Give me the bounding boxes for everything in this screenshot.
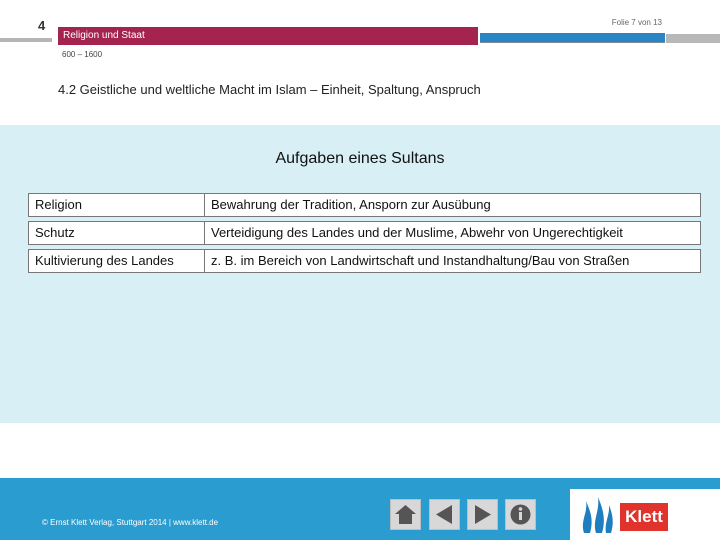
home-button[interactable] xyxy=(390,499,421,530)
back-icon xyxy=(430,500,459,529)
info-icon xyxy=(506,500,535,529)
row-value: Verteidigung des Landes und der Muslime, Abwehr von Ungerechtigkeit xyxy=(211,225,623,240)
topic-bar xyxy=(58,27,478,45)
home-icon xyxy=(391,500,420,529)
header-accent-strip xyxy=(480,33,665,42)
period-label: 600 – 1600 xyxy=(62,50,103,59)
section-title: 4.2 Geistliche und weltliche Macht im Islam – Einheit, Spaltung, Anspruch xyxy=(58,82,481,97)
table-row xyxy=(28,221,701,245)
klett-emblem-icon xyxy=(576,493,616,537)
logo-wordmark: Klett xyxy=(620,503,668,531)
klett-logo xyxy=(570,489,720,540)
forward-icon xyxy=(468,500,497,529)
copyright-text: © Ernst Klett Verlag, Stuttgart 2014 | www.klett.de xyxy=(42,518,219,527)
content-panel xyxy=(0,125,720,423)
table-title: Aufgaben eines Sultans xyxy=(275,150,445,167)
table-row xyxy=(28,249,701,273)
header-grey-strip xyxy=(666,34,720,43)
back-button[interactable] xyxy=(429,499,460,530)
row-value: Bewahrung der Tradition, Ansporn zur Ausübung xyxy=(211,197,491,212)
row-key: Schutz xyxy=(29,222,205,244)
chapter-number: 4 xyxy=(38,18,46,33)
header-rule xyxy=(480,42,665,43)
row-value: z. B. im Bereich von Landwirtschaft und Instandhaltung/Bau von Straßen xyxy=(211,253,630,268)
chapter-divider xyxy=(0,38,52,42)
topic-label: Religion und Staat xyxy=(63,30,145,41)
row-key: Kultivierung des Landes xyxy=(29,250,205,272)
row-key: Religion xyxy=(29,194,205,216)
table-row xyxy=(28,193,701,217)
info-button[interactable] xyxy=(505,499,536,530)
forward-button[interactable] xyxy=(467,499,498,530)
slide-counter: Folie 7 von 13 xyxy=(611,18,662,27)
